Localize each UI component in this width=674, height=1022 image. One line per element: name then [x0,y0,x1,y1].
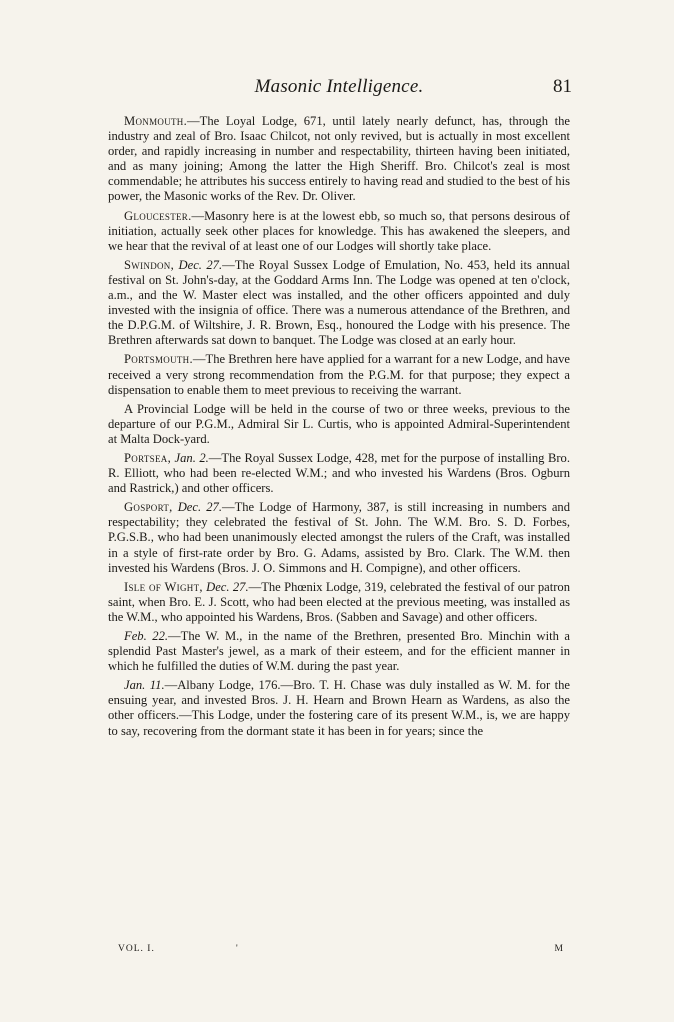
paragraph-text: —The Loyal Lodge, 671, until lately nearly defunct, has, through the industry and zeal of Bro. Isaac Chilcot, not only revived, but is actually in most excellent order, and rapidly increasing in number and respectability, thirteen having been initiated, and as many joining; Among the latter the High Sheriff. Bro. Chilcot's zeal is most commendable; he attributes his success entirely to having read and studied to the best of his power, the Masonic works of the Rev. Dr. Oliver. [108,114,571,204]
gathering-signature: M [554,944,564,954]
paragraph-isle-of-wight [108,580,570,625]
paragraph-swindon [108,258,570,349]
place-name: Portsea, [124,450,172,465]
place-name: Gloucester. [124,208,192,223]
paragraph-gosport [108,500,570,575]
paragraph-text: —The Lodge of Harmony, 387, is still increasing in numbers and respectability; they celebrated the festival of St. John. The W.M. Bro. S. D. Forbes, P.G.S.B., who had been unanimously elected amongst the rulers of the Craft, was installed in a style of first-rate order by Bro. G. Adams, assisted by Bro. Clark. The W.M. then invested his Wardens (Bros. J. O. Simmons and H. Compigne), and other officers. [108,500,570,575]
printer-mark: ' [236,944,239,954]
paragraph-text: —Albany Lodge, 176.—Bro. T. H. Chase was duly installed as W. M. for the ensuing year, and invested Bros. J. H. Hearn and Brown Hearn as Wardens, as also the other officers.—This Lodge, under the fostering care of its present W.M., is, we are happy to say, recovering from the dormant state it has been in for years; since the [108,678,570,738]
volume-signature: VOL. I. [118,944,155,954]
page-footer [118,944,564,958]
paragraph-feb-22 [108,629,570,674]
running-head [108,76,570,106]
paragraph-text: —The Brethren here have applied for a warrant for a new Lodge, and have received a very strong recommendation from the P.G.M. for that purpose; they expect a dispensation to enable them to meet previous to receiving the warrant. [108,352,570,397]
running-title: Masonic Intelligence. [254,76,424,97]
place-name: Isle of Wight, [124,579,203,594]
paragraph-monmouth [108,114,570,205]
date: Jan. 11. [124,678,165,693]
date: Jan. 2. [171,450,209,465]
paragraph-text: A Provincial Lodge will be held in the course of two or three weeks, previous to the departure of our P.G.M., Admiral Sir L. Curtis, who is appointed Admiral-Superintendent at Malta Dock-yard. [108,401,570,446]
place-name: Monmouth. [124,114,188,128]
paragraph-gloucester [108,209,570,254]
paragraph-text: —The Phœnix Lodge, 319, celebrated the festival of our patron saint, when Bro. E. J. Scott, who had been elected at the previous meeting, was installed as the W.M., who appointed his Wardens, Bros. (Sabben and Savage) and other officers. [108,579,570,624]
paragraph-text: —Masonry here is at the lowest ebb, so much so, that persons desirous of initiation, actually seek other places for knowledge. This has awakened the sleepers, and we hear that the revival of at least one of our Lodges will shortly take place. [108,208,570,253]
date: Dec. 27. [174,257,223,272]
paragraph-portsmouth [108,352,570,397]
place-name: Gosport, [124,500,173,515]
paragraph-text: —The W. M., in the name of the Brethren, presented Bro. Minchin with a splendid Past Master's jewel, as a mark of their esteem, and for the efficient manner in which he fulfilled the duties of W.M. during the past year. [108,629,571,674]
paragraph-provincial-lodge [108,402,570,447]
date: Dec. 27. [172,500,222,515]
paragraph-text: —The Royal Sussex Lodge, 428, met for the purpose of installing Bro. R. Elliott, who had been re-elected W.M.; and who invested his Wardens (Bros. Ogburn and Rastrick,) and other officers. [108,450,570,496]
place-name: Portsmouth. [124,352,193,367]
date: Dec. 27. [202,579,249,594]
paragraph-text: —The Royal Sussex Lodge of Emulation, No. 453, held its annual festival on St. John's-day, at the Goddard Arms Inn. The Lodge was opened at ten o'clock, a.m., and the W. Master elect was installed, and the other officers appointed and duly invested with the insignia of office. There was a numerous attendance of the Brethren, and the D.P.G.M. of Wiltshire, J. R. Brown, Esq., honoured the Lodge with his presence. The Brethren afterwards sat down to banquet. The Lodge was closed at an early hour. [108,257,570,348]
date: Feb. 22. [124,629,169,643]
page-number: 81 [553,76,572,97]
place-name: Swindon, [124,257,175,272]
paragraph-portsea [108,451,570,496]
paragraph-jan-11 [108,678,570,738]
article-body [108,114,570,739]
